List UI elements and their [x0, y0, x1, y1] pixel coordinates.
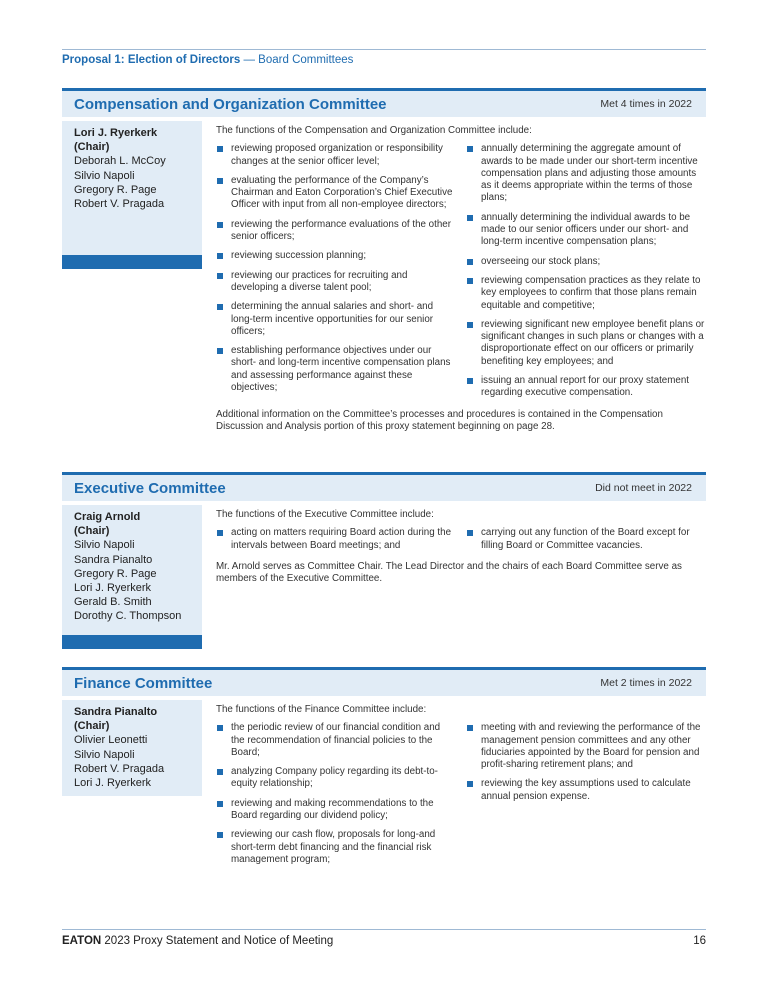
footer-title — [62, 935, 333, 947]
list-item: annually determining the individual awards to be made to our senior officers under our short- and long-term incentive compensation plans; — [466, 212, 706, 249]
member-name: Silvio Napoli — [74, 539, 135, 552]
right-column — [466, 143, 706, 406]
page-number: 16 — [693, 935, 706, 947]
list-item: reviewing compensation practices as they relate to key employees to confirm that those plans remain equitable and competitive; — [466, 275, 706, 312]
member-name: Robert V. Pragada — [74, 762, 165, 775]
list-item: reviewing the performance evaluations of the other senior officers; — [216, 219, 456, 244]
list-item: reviewing succession planning; — [216, 250, 456, 262]
list-item: carrying out any function of the Board except for filling Board or Committee vacancies. — [466, 527, 706, 552]
meeting-count: Did not meet in 2022 — [595, 482, 692, 494]
breadcrumb-subsection: — Board Committees — [240, 54, 354, 66]
breadcrumb — [62, 54, 353, 66]
member-panel — [62, 505, 202, 649]
list-item: annually determining the aggregate amount of awards to be made under our short-term incentive compensation plans and adjusting those amounts as it deems appropriate within the terms of those plans; — [466, 143, 706, 204]
member-panel — [62, 700, 202, 796]
section-title: Compensation and Organization Committee — [74, 95, 387, 113]
chair-label: (Chair) — [74, 141, 110, 154]
finance-committee-section — [62, 667, 706, 865]
meeting-count: Met 2 times in 2022 — [600, 677, 692, 689]
chair-note: Mr. Arnold serves as Committee Chair. The Lead Director and the chairs of each Board Committee serve as members of the Executive Committee. — [216, 560, 682, 585]
chair-label: (Chair) — [74, 720, 110, 733]
list-item: issuing an annual report for our proxy statement regarding executive compensation. — [466, 375, 706, 400]
list-item: acting on matters requiring Board action during the intervals between Board meetings; and — [216, 527, 456, 552]
list-item: overseeing our stock plans; — [466, 256, 706, 268]
function-list — [216, 121, 706, 433]
list-item: reviewing our cash flow, proposals for long-and short-term debt financing and the financial risk management program; — [216, 829, 456, 866]
chair-label: (Chair) — [74, 525, 110, 538]
list-item: evaluating the performance of the Company’s Chairman and Eaton Corporation’s Chief Executive Officer with input from all non-employee directors; — [216, 175, 456, 212]
compensation-committee-section — [62, 88, 706, 432]
section-title: Executive Committee — [74, 479, 226, 497]
section-header — [62, 472, 706, 501]
list-item: meeting with and reviewing the performance of the management pension committees and any other fiduciaries appointed by the Board for pension and profit-sharing retirement plans; and — [466, 722, 706, 771]
breadcrumb-section: Proposal 1: Election of Directors — [62, 54, 241, 66]
footer-doc-title: 2023 Proxy Statement and Notice of Meeting — [101, 935, 334, 947]
list-item: establishing performance objectives under our short- and long-term incentive compensation plans and assessing performance against these objectives; — [216, 345, 456, 394]
member-name: Gerald B. Smith — [74, 596, 152, 609]
left-column — [216, 722, 456, 873]
member-name: Lori J. Ryerkerk — [74, 582, 152, 595]
chair-name: Sandra Pianalto — [74, 706, 158, 718]
member-name: Silvio Napoli — [74, 748, 135, 761]
additional-info-note: Additional information on the Committee’s processes and procedures is contained in the Compensation Discussion and Analysis portion of this proxy statement beginning on page 28. — [216, 408, 663, 432]
member-panel — [62, 121, 202, 269]
executive-committee-section — [62, 472, 706, 623]
chair-name: Craig Arnold — [74, 511, 141, 523]
member-name: Lori J. Ryerkerk — [74, 777, 152, 790]
member-name: Gregory R. Page — [74, 567, 157, 580]
section-header — [62, 88, 706, 117]
right-column — [466, 722, 706, 873]
function-list — [216, 700, 706, 873]
member-name: Gregory R. Page — [74, 183, 157, 196]
list-item: reviewing proposed organization or responsibility changes at the senior officer level; — [216, 143, 456, 168]
meeting-count: Met 4 times in 2022 — [600, 98, 692, 110]
list-item: reviewing the key assumptions used to calculate annual pension expense. — [466, 778, 706, 803]
list-item: reviewing significant new employee benefit plans or significant changes in such plans or changes with a disproportionate effect on our officers or primarily benefiting key employees; and — [466, 319, 706, 368]
intro-text: The functions of the Executive Committee include: — [216, 509, 434, 520]
list-item: reviewing and making recommendations to the Board regarding our dividend policy; — [216, 798, 456, 823]
section-header — [62, 667, 706, 696]
left-column — [216, 527, 456, 559]
member-name: Olivier Leonetti — [74, 734, 148, 747]
left-column — [216, 143, 456, 406]
list-item: analyzing Company policy regarding its debt-to-equity relationship; — [216, 766, 456, 791]
member-name: Silvio Napoli — [74, 169, 135, 182]
list-item: the periodic review of our financial condition and the recommendation of financial policies to the Board; — [216, 722, 456, 759]
member-name: Deborah L. McCoy — [74, 155, 166, 168]
footer-brand: EATON — [62, 935, 102, 947]
function-list — [216, 505, 706, 585]
member-name: Sandra Pianalto — [74, 553, 153, 566]
member-name: Dorothy C. Thompson — [74, 610, 182, 623]
chair-name: Lori J. Ryerkerk — [74, 127, 158, 139]
footer-rule — [62, 929, 706, 930]
list-item: reviewing our practices for recruiting and developing a diverse talent pool; — [216, 270, 456, 295]
header-rule — [62, 49, 706, 50]
list-item: determining the annual salaries and short- and long-term incentive opportunities for our senior officers; — [216, 301, 456, 338]
intro-text: The functions of the Finance Committee include: — [216, 704, 427, 715]
member-name: Robert V. Pragada — [74, 198, 165, 211]
section-title: Finance Committee — [74, 674, 213, 692]
right-column — [466, 527, 706, 559]
intro-text: The functions of the Compensation and Organization Committee include: — [216, 125, 532, 136]
